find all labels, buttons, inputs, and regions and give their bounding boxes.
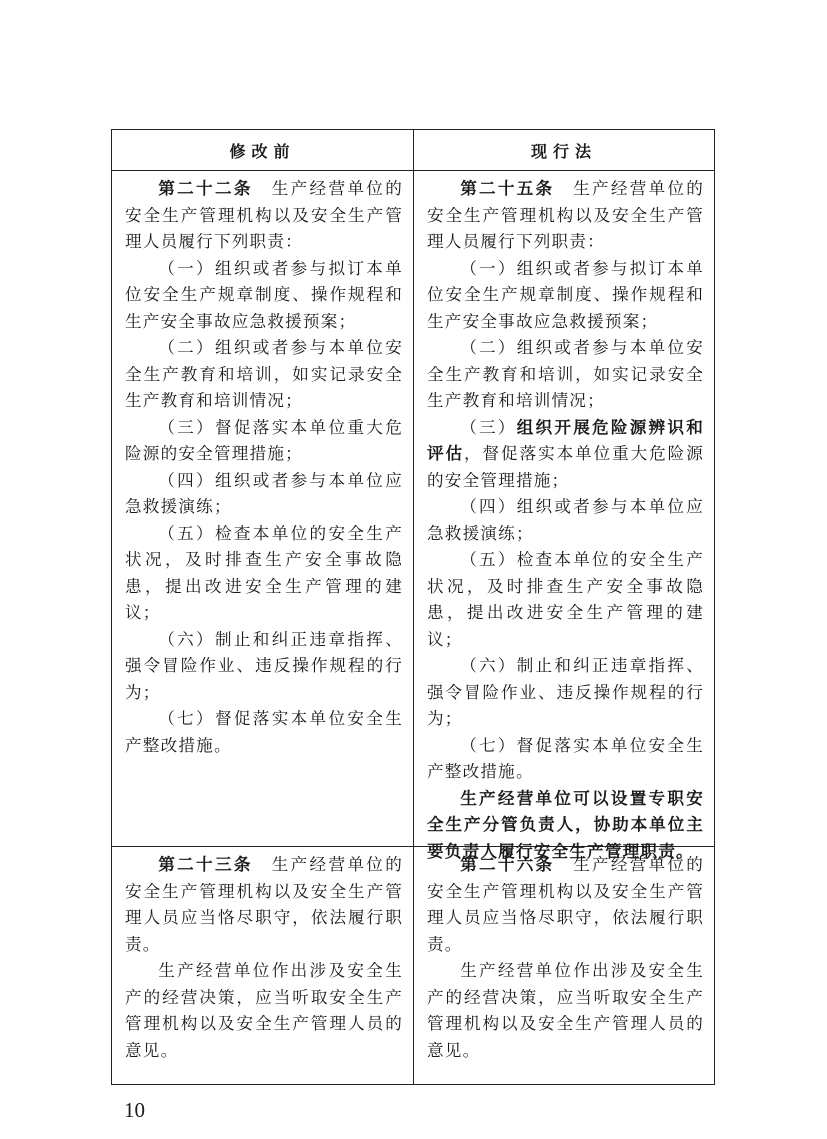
article-22-old [112,171,414,847]
list-item: （六）制止和纠正违章指挥、强令冒险作业、违反操作规程的行为； [125,629,403,702]
paragraph: 生产经营单位作出涉及安全生产的经营决策，应当听取安全生产管理机构以及安全生产管理人员的意见。 [125,961,403,1060]
list-item: （五）检查本单位的安全生产状况，及时排查生产安全事故隐患，提出改进安全生产管理的建议； [427,550,704,649]
header-before-revision: 修改前 [112,130,414,171]
article-number: 第二十三条 [158,855,253,874]
paragraph: 第二十五条 生产经营单位的安全生产管理机构以及安全生产管理人员履行下列职责： [427,179,704,251]
list-item: （四）组织或者参与本单位应急救援演练； [427,497,704,543]
paragraph: 第二十三条 生产经营单位的安全生产管理机构以及安全生产管理人员应当恪尽职守，依法履行职责。 [125,855,403,954]
article-23-old [112,847,414,1084]
page-number: 10 [124,1098,145,1122]
list-item: （一）组织或者参与拟订本单位安全生产规章制度、操作规程和生产安全事故应急救援预案； [427,258,704,331]
list-item: （二）组织或者参与本单位安全生产教育和培训，如实记录安全生产教育和培训情况； [125,338,403,410]
list-item: （二）组织或者参与本单位安全生产教育和培训，如实记录安全生产教育和培训情况； [427,338,704,410]
article-number: 第二十六条 [460,855,555,874]
list-item: （三）督促落实本单位重大危险源的安全管理措施； [125,417,403,463]
header-current-law: 现行法 [414,130,714,171]
comparison-table [111,129,715,1085]
paragraph: 第二十二条 生产经营单位的安全生产管理机构以及安全生产管理人员履行下列职责： [125,179,403,251]
added-text: 组织开展危险源辨识和评估 [427,417,705,463]
article-number: 第二十二条 [158,179,253,198]
list-item: （五）检查本单位的安全生产状况，及时排查生产安全事故隐患，提出改进安全生产管理的建议； [125,523,403,622]
paragraph: 第二十六条 生产经营单位的安全生产管理机构以及安全生产管理人员应当恪尽职守，依法履行职责。 [427,855,704,954]
list-item: （一）组织或者参与拟订本单位安全生产规章制度、操作规程和生产安全事故应急救援预案； [125,258,403,331]
article-26-current [414,847,714,1084]
list-item: （四）组织或者参与本单位应急救援演练； [125,470,403,516]
article-number: 第二十五条 [460,179,555,198]
list-item: （三）组织开展危险源辨识和评估，督促落实本单位重大危险源的安全管理措施； [427,417,705,490]
added-paragraph: 生产经营单位可以设置专职安全生产分管负责人，协助本单位主要负责人履行安全生产管理职责。 [427,788,704,861]
list-item: （六）制止和纠正违章指挥、强令冒险作业、违反操作规程的行为； [427,656,704,728]
list-item: （七）督促落实本单位安全生产整改措施。 [125,709,403,755]
article-25-current [414,171,714,861]
paragraph: 生产经营单位作出涉及安全生产的经营决策，应当听取安全生产管理机构以及安全生产管理人员的意见。 [427,961,704,1060]
list-item: （七）督促落实本单位安全生产整改措施。 [427,735,704,781]
